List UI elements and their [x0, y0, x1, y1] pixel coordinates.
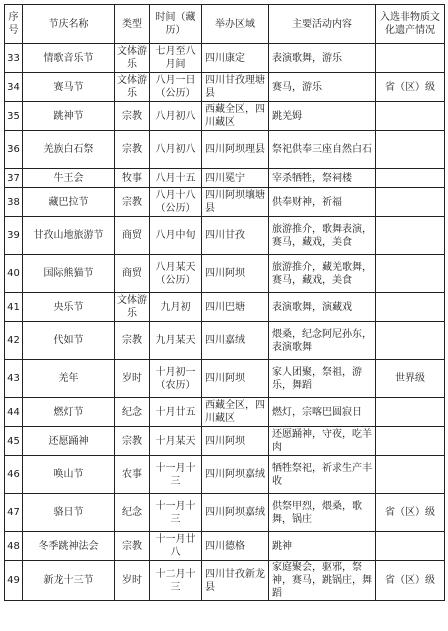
cell-activity: 旅游推介，歌舞表演，赛马，藏戏，美食 — [269, 217, 376, 255]
cell-activity: 供奉财神，祈福 — [269, 188, 376, 217]
cell-time: 八月中旬 — [150, 217, 202, 255]
cell-type: 商贸 — [115, 217, 150, 255]
cell-type: 岁时 — [115, 360, 150, 398]
header-no: 序号 — [5, 5, 23, 44]
cell-name: 新龙十三节 — [23, 561, 115, 601]
cell-region: 四川阿坝 — [202, 360, 269, 398]
table-row — [5, 293, 445, 322]
cell-time: 八月十五 — [150, 169, 202, 188]
cell-name: 央乐节 — [23, 293, 115, 322]
cell-no: 37 — [5, 169, 23, 188]
cell-time: 七月至八月间 — [150, 44, 202, 73]
cell-region: 四川阿坝嘉绒 — [202, 494, 269, 532]
cell-name: 跳神节 — [23, 102, 115, 131]
cell-name: 唤山节 — [23, 456, 115, 494]
cell-activity: 旅游推介，藏羌歌舞，赛马，藏戏，美食 — [269, 255, 376, 293]
header-activity: 主要活动内容 — [269, 5, 376, 44]
cell-time: 十一月十三 — [150, 456, 202, 494]
cell-activity: 宰杀牺牲，祭祠楼 — [269, 169, 376, 188]
festival-table — [4, 4, 445, 601]
cell-region: 四川阿坝 — [202, 427, 269, 456]
cell-name: 骆日节 — [23, 494, 115, 532]
cell-type: 文体游乐 — [115, 44, 150, 73]
cell-heritage — [376, 532, 445, 561]
cell-type: 商贸 — [115, 255, 150, 293]
cell-time: 十一月十三 — [150, 494, 202, 532]
cell-time: 八月初八 — [150, 131, 202, 169]
cell-name: 还愿踊神 — [23, 427, 115, 456]
cell-activity: 跳神 — [269, 532, 376, 561]
cell-activity: 煨桑，纪念阿尼孙东，表演歌舞 — [269, 322, 376, 360]
cell-name: 藏巴拉节 — [23, 188, 115, 217]
cell-time: 九月某天 — [150, 322, 202, 360]
cell-type: 宗教 — [115, 322, 150, 360]
cell-no: 38 — [5, 188, 23, 217]
cell-activity: 还愿踊神，守夜，吃羊肉 — [269, 427, 376, 456]
cell-name: 燃灯节 — [23, 398, 115, 427]
cell-activity: 燃灯，宗喀巴圆寂日 — [269, 398, 376, 427]
cell-time: 十月初一（农历） — [150, 360, 202, 398]
table-row — [5, 398, 445, 427]
cell-heritage: 省（区）级 — [376, 73, 445, 102]
table-row — [5, 255, 445, 293]
cell-name: 羌年 — [23, 360, 115, 398]
cell-type: 宗教 — [115, 427, 150, 456]
table-row — [5, 561, 445, 601]
table-row — [5, 322, 445, 360]
cell-heritage: 省（区）级 — [376, 561, 445, 601]
cell-heritage — [376, 398, 445, 427]
cell-name: 羌族白石祭 — [23, 131, 115, 169]
cell-no: 41 — [5, 293, 23, 322]
cell-time: 八月初八 — [150, 102, 202, 131]
cell-no: 34 — [5, 73, 23, 102]
cell-name: 牛王会 — [23, 169, 115, 188]
cell-type: 文体游乐 — [115, 293, 150, 322]
cell-no: 42 — [5, 322, 23, 360]
cell-no: 45 — [5, 427, 23, 456]
table-row — [5, 44, 445, 73]
cell-region: 四川巴塘 — [202, 293, 269, 322]
cell-type: 宗教 — [115, 188, 150, 217]
table-row — [5, 169, 445, 188]
cell-heritage: 省（区）级 — [376, 494, 445, 532]
header-time: 时间（藏历） — [150, 5, 202, 44]
header-name: 节庆名称 — [23, 5, 115, 44]
table-row — [5, 73, 445, 102]
cell-type: 宗教 — [115, 102, 150, 131]
header-heritage: 入选非物质文化遗产情况 — [376, 5, 445, 44]
table-row — [5, 360, 445, 398]
cell-heritage — [376, 44, 445, 73]
cell-time: 十月廿五 — [150, 398, 202, 427]
cell-type: 纪念 — [115, 398, 150, 427]
cell-no: 33 — [5, 44, 23, 73]
cell-no: 39 — [5, 217, 23, 255]
cell-no: 35 — [5, 102, 23, 131]
cell-no: 44 — [5, 398, 23, 427]
cell-activity: 表演歌舞，演藏戏 — [269, 293, 376, 322]
cell-name: 情歌音乐节 — [23, 44, 115, 73]
cell-region: 四川甘孜理塘县 — [202, 73, 269, 102]
cell-name: 国际熊猫节 — [23, 255, 115, 293]
cell-no: 48 — [5, 532, 23, 561]
header-type: 类型 — [115, 5, 150, 44]
cell-heritage — [376, 217, 445, 255]
cell-no: 36 — [5, 131, 23, 169]
cell-time: 十二月十三 — [150, 561, 202, 601]
cell-type: 牧事 — [115, 169, 150, 188]
table-row — [5, 494, 445, 532]
cell-heritage — [376, 293, 445, 322]
cell-no: 43 — [5, 360, 23, 398]
cell-type: 文体游乐 — [115, 73, 150, 102]
table-row — [5, 427, 445, 456]
cell-activity: 家庭聚会，驱邪，祭神，赛马，跳锅庄，舞蹈 — [269, 561, 376, 601]
cell-activity: 跳羌姆 — [269, 102, 376, 131]
cell-time: 八月十八（公历） — [150, 188, 202, 217]
cell-activity: 表演歌舞，游乐 — [269, 44, 376, 73]
cell-activity: 牺牲祭祀，祈求生产丰收 — [269, 456, 376, 494]
table-row — [5, 217, 445, 255]
cell-type: 纪念 — [115, 494, 150, 532]
cell-region: 四川甘孜 — [202, 217, 269, 255]
cell-heritage — [376, 169, 445, 188]
cell-heritage — [376, 322, 445, 360]
cell-heritage — [376, 427, 445, 456]
cell-name: 甘孜山地旅游节 — [23, 217, 115, 255]
cell-region: 四川阿坝 — [202, 255, 269, 293]
cell-heritage — [376, 188, 445, 217]
cell-activity: 家人团聚，祭祖，游乐，舞蹈 — [269, 360, 376, 398]
table-body — [5, 44, 445, 601]
cell-region: 四川冕宁 — [202, 169, 269, 188]
table-header-row — [5, 5, 445, 44]
cell-region: 四川阿坝壤塘县 — [202, 188, 269, 217]
cell-region: 四川甘孜新龙县 — [202, 561, 269, 601]
table-row — [5, 102, 445, 131]
cell-no: 47 — [5, 494, 23, 532]
cell-time: 八月某天（公历） — [150, 255, 202, 293]
cell-activity: 祭祀供奉三座自然白石 — [269, 131, 376, 169]
cell-name: 代如节 — [23, 322, 115, 360]
cell-heritage — [376, 131, 445, 169]
cell-time: 九月初 — [150, 293, 202, 322]
cell-no: 49 — [5, 561, 23, 601]
cell-region: 四川康定 — [202, 44, 269, 73]
cell-type: 宗教 — [115, 532, 150, 561]
cell-no: 40 — [5, 255, 23, 293]
cell-name: 冬季跳神法会 — [23, 532, 115, 561]
cell-region: 西藏全区，四川藏区 — [202, 102, 269, 131]
cell-time: 十一月廿八 — [150, 532, 202, 561]
cell-no: 46 — [5, 456, 23, 494]
cell-region: 四川嘉绒 — [202, 322, 269, 360]
cell-activity: 供祭甲烈，煨桑，歌舞，锅庄 — [269, 494, 376, 532]
cell-heritage — [376, 102, 445, 131]
cell-time: 八月一日（公历） — [150, 73, 202, 102]
cell-region: 西藏全区，四川藏区 — [202, 398, 269, 427]
cell-activity: 赛马，游乐 — [269, 73, 376, 102]
cell-type: 农事 — [115, 456, 150, 494]
cell-heritage — [376, 456, 445, 494]
cell-region: 四川阿坝嘉绒 — [202, 456, 269, 494]
cell-time: 十月某天 — [150, 427, 202, 456]
cell-heritage: 世界级 — [376, 360, 445, 398]
table-row — [5, 188, 445, 217]
cell-heritage — [376, 255, 445, 293]
table-row — [5, 131, 445, 169]
cell-type: 岁时 — [115, 561, 150, 601]
cell-region: 四川阿坝理县 — [202, 131, 269, 169]
cell-name: 赛马节 — [23, 73, 115, 102]
cell-region: 四川德格 — [202, 532, 269, 561]
header-region: 举办区域 — [202, 5, 269, 44]
table-row — [5, 456, 445, 494]
table-row — [5, 532, 445, 561]
cell-type: 宗教 — [115, 131, 150, 169]
